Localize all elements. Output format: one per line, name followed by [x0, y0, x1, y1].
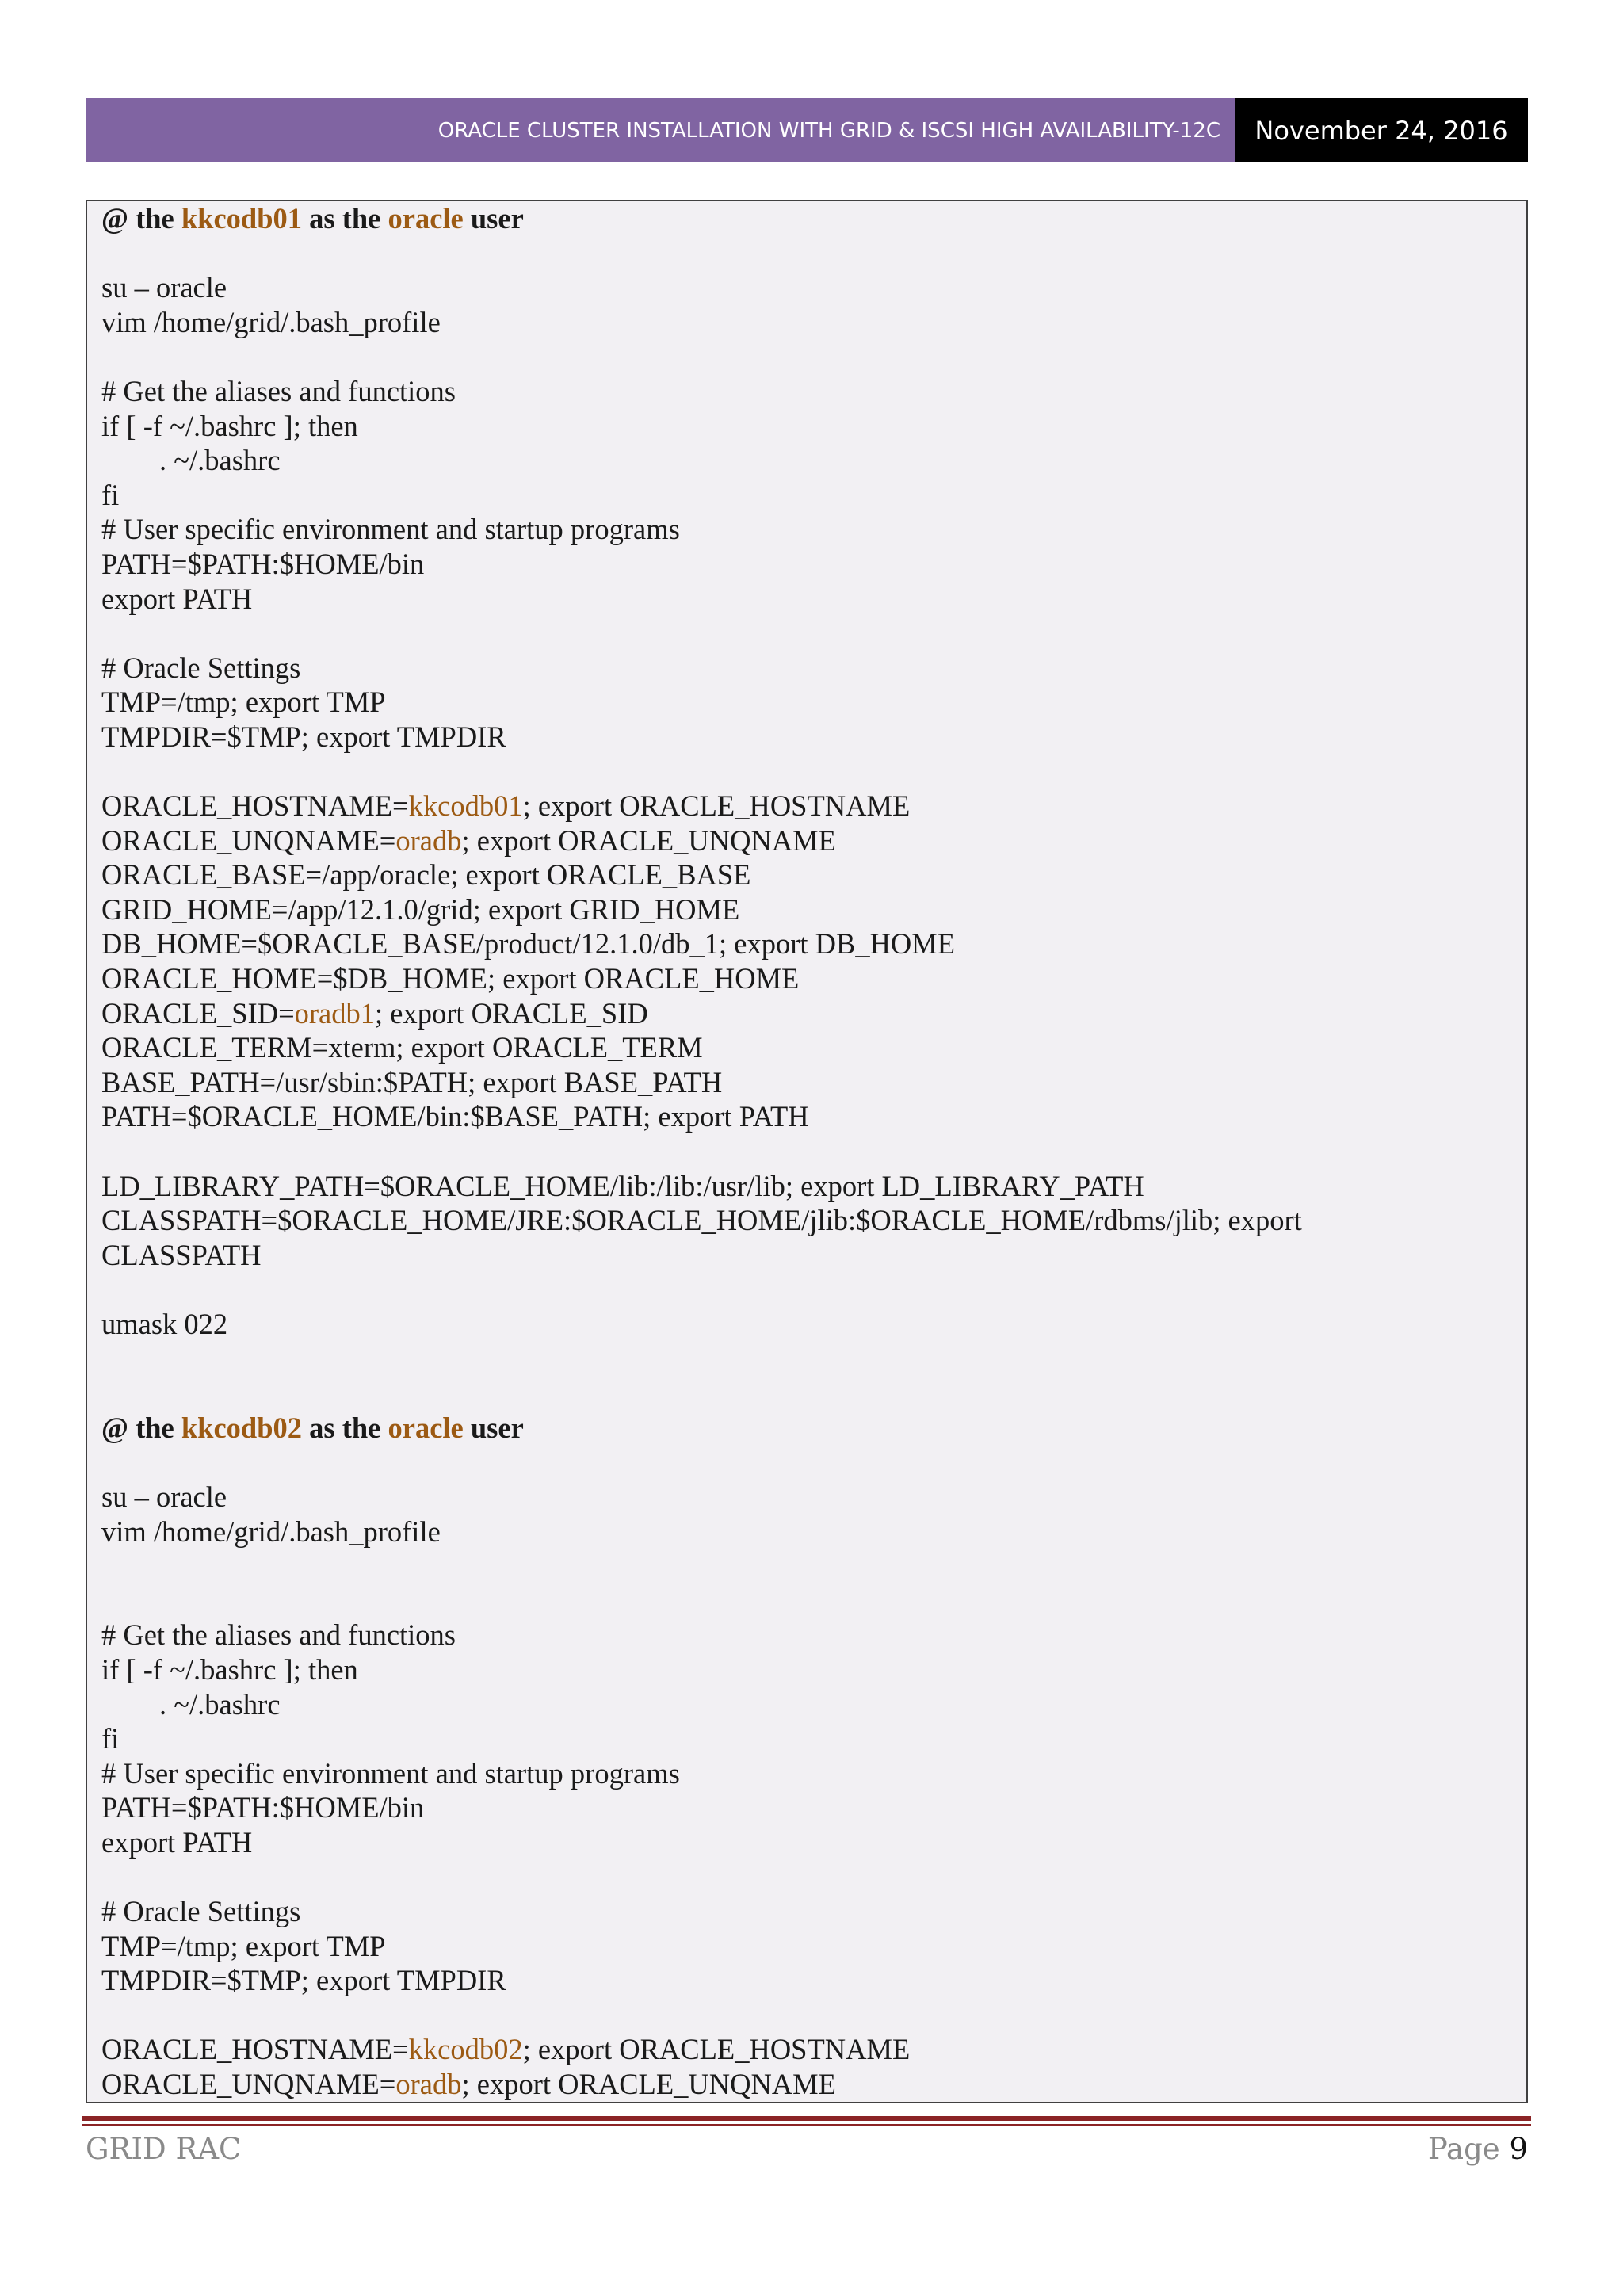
- code-line: vim /home/grid/.bash_profile: [101, 305, 441, 338]
- code-line: fi: [101, 1722, 120, 1755]
- code-hl: kkcodb01: [408, 789, 523, 823]
- code-line: [101, 1445, 1512, 1480]
- document-title: ORACLE CLUSTER INSTALLATION WITH GRID & ISCSI HIGH AVAILABILITY-12C: [86, 98, 1235, 162]
- heading-suffix: user: [463, 1411, 524, 1444]
- code-content: [101, 201, 1512, 2102]
- heading-middle: as the: [302, 1411, 388, 1444]
- page-label: Page: [1427, 2132, 1510, 2166]
- code-post: ; export ORACLE_SID: [375, 996, 648, 1030]
- code-line: su – oracle: [101, 271, 227, 304]
- code-line: TMP=/tmp; export TMP: [101, 1929, 386, 1962]
- code-line: [101, 236, 1512, 271]
- code-post: ; export ORACLE_UNQNAME: [461, 823, 836, 857]
- heading-host: kkcodb01: [181, 202, 303, 235]
- code-hl: oradb: [395, 823, 462, 857]
- code-pre: ORACLE_UNQNAME=: [101, 2068, 396, 2101]
- code-hl: kkcodb02: [408, 2033, 523, 2066]
- code-post: ; export ORACLE_HOSTNAME: [522, 2033, 911, 2066]
- code-pre: ORACLE_SID=: [101, 996, 295, 1030]
- code-line: ORACLE_TERM=xterm; export ORACLE_TERM: [101, 1031, 703, 1064]
- document-date: November 24, 2016: [1235, 98, 1528, 162]
- code-line: [101, 2032, 1512, 2067]
- code-line: [101, 1376, 1512, 1411]
- code-line: # Oracle Settings: [101, 651, 301, 684]
- code-pre: ORACLE_UNQNAME=: [101, 823, 396, 857]
- code-post: ; export ORACLE_HOSTNAME: [522, 789, 911, 823]
- code-line: [101, 1342, 1512, 1377]
- code-line: [101, 339, 1512, 374]
- code-post: ; export ORACLE_UNQNAME: [461, 2068, 836, 2101]
- code-line: # Get the aliases and functions: [101, 374, 456, 407]
- code-line: fi: [101, 478, 120, 511]
- code-line: # User specific environment and startup programs: [101, 1756, 680, 1790]
- code-line: [101, 1998, 1512, 2033]
- code-line: vim /home/grid/.bash_profile: [101, 1515, 441, 1548]
- code-line: TMPDIR=$TMP; export TMPDIR: [101, 1964, 506, 1997]
- code-line: [101, 1272, 1512, 1307]
- code-line: [101, 1584, 1512, 1618]
- code-line: export PATH: [101, 582, 253, 615]
- code-line: . ~/.bashrc: [101, 1687, 281, 1721]
- heading-middle: as the: [302, 202, 388, 235]
- code-pre: ORACLE_HOSTNAME=: [101, 2033, 409, 2066]
- code-line: su – oracle: [101, 1480, 227, 1513]
- heading-host: kkcodb02: [181, 1411, 303, 1444]
- code-line: PATH=$PATH:$HOME/bin: [101, 1791, 425, 1824]
- code-line: ORACLE_HOME=$DB_HOME; export ORACLE_HOME: [101, 962, 800, 995]
- code-line: CLASSPATH: [101, 1238, 262, 1271]
- code-box: [86, 200, 1528, 2103]
- footer-label: GRID RAC: [86, 2132, 242, 2166]
- footer-divider-thin: [82, 2124, 1531, 2126]
- code-pre: ORACLE_HOSTNAME=: [101, 789, 409, 823]
- code-line: LD_LIBRARY_PATH=$ORACLE_HOME/lib:/lib:/usr/lib; export LD_LIBRARY_PATH: [101, 1169, 1144, 1202]
- code-line: [101, 789, 1512, 823]
- code-line: ORACLE_BASE=/app/oracle; export ORACLE_BASE: [101, 858, 751, 892]
- heading-user: oracle: [388, 1411, 464, 1444]
- heading-user: oracle: [388, 202, 464, 235]
- code-line: [101, 616, 1512, 651]
- code-line: if [ -f ~/.bashrc ]; then: [101, 409, 358, 442]
- heading-suffix: user: [463, 202, 524, 235]
- code-line: # Get the aliases and functions: [101, 1618, 456, 1652]
- page-number: [1428, 2132, 1528, 2166]
- code-line: if [ -f ~/.bashrc ]; then: [101, 1652, 358, 1686]
- section-heading: [101, 1411, 1512, 1446]
- code-line: PATH=$ORACLE_HOME/bin:$BASE_PATH; export PATH: [101, 1100, 809, 1133]
- code-line: TMP=/tmp; export TMP: [101, 686, 386, 719]
- page-header: [86, 98, 1528, 162]
- code-line: PATH=$PATH:$HOME/bin: [101, 547, 425, 580]
- code-line: BASE_PATH=/usr/sbin:$PATH; export BASE_PATH: [101, 1065, 723, 1098]
- code-line: [101, 1134, 1512, 1169]
- code-line: [101, 1549, 1512, 1584]
- code-line: . ~/.bashrc: [101, 444, 281, 477]
- code-line: GRID_HOME=/app/12.1.0/grid; export GRID_HOME: [101, 892, 740, 926]
- code-line: # Oracle Settings: [101, 1895, 301, 1928]
- code-hl: oradb: [395, 2068, 462, 2101]
- heading-prefix: @ the: [101, 1411, 181, 1444]
- footer-divider: [82, 2116, 1531, 2121]
- code-line: [101, 996, 1512, 1031]
- heading-prefix: @ the: [101, 202, 181, 235]
- code-line: [101, 1860, 1512, 1895]
- code-line: [101, 2067, 1512, 2102]
- code-line: [101, 823, 1512, 858]
- code-line: export PATH: [101, 1825, 253, 1859]
- page-number-value: 9: [1509, 2132, 1528, 2166]
- code-line: TMPDIR=$TMP; export TMPDIR: [101, 720, 506, 753]
- code-line: # User specific environment and startup programs: [101, 513, 680, 546]
- code-line: DB_HOME=$ORACLE_BASE/product/12.1.0/db_1; export DB_HOME: [101, 927, 956, 961]
- code-line: [101, 755, 1512, 789]
- code-line: CLASSPATH=$ORACLE_HOME/JRE:$ORACLE_HOME/jlib:$ORACLE_HOME/rdbms/jlib; export: [101, 1204, 1302, 1237]
- section-heading: [101, 201, 1512, 236]
- code-line: umask 022: [101, 1308, 228, 1340]
- code-hl: oradb1: [294, 996, 376, 1030]
